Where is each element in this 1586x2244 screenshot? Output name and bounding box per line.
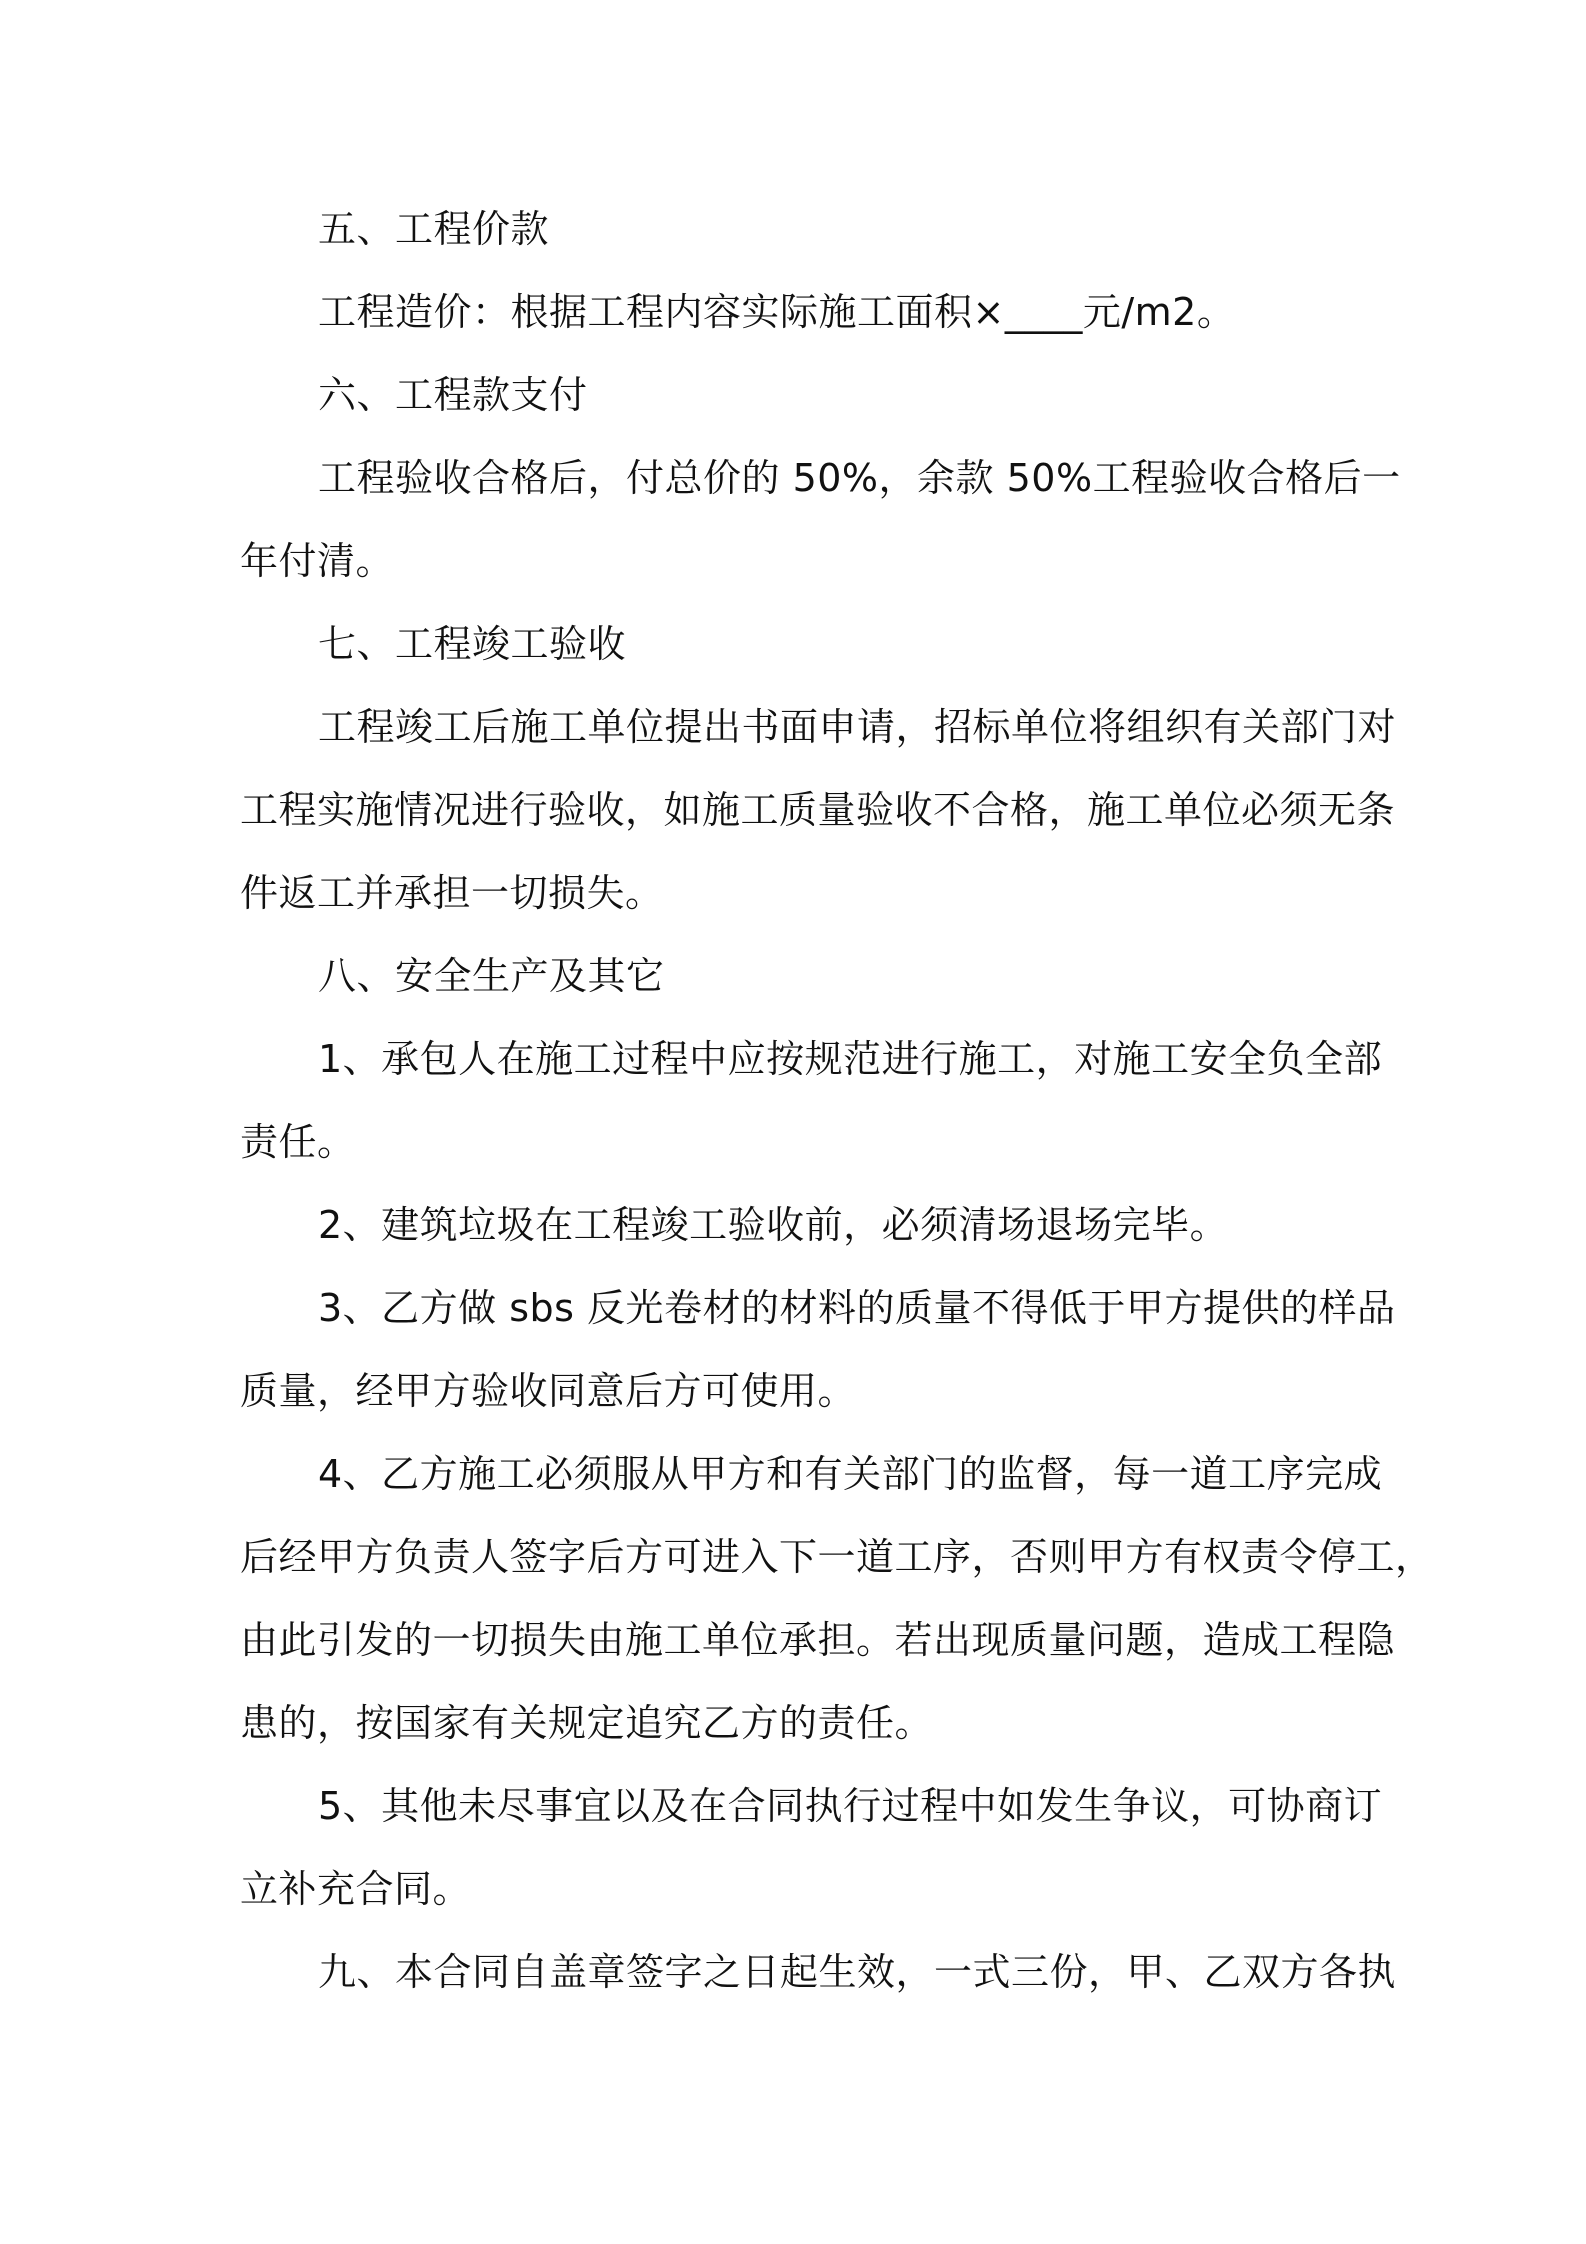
paragraph-line: 后经甲方负责人签字后方可进入下一道工序，否则甲方有权责令停工，: [240, 1535, 1434, 1579]
paragraph-line: 3、乙方做 sbs 反光卷材的材料的质量不得低于甲方提供的样品: [318, 1286, 1396, 1330]
paragraph-line: 工程竣工后施工单位提出书面申请，招标单位将组织有关部门对: [318, 705, 1397, 749]
paragraph-line: 2、建筑垃圾在工程竣工验收前，必须清场退场完毕。: [318, 1203, 1229, 1247]
paragraph-line: 5、其他未尽事宜以及在合同执行过程中如发生争议，可协商订: [318, 1784, 1383, 1828]
paragraph-line: 质量，经甲方验收同意后方可使用。: [240, 1369, 857, 1413]
paragraph-line: 1、承包人在施工过程中应按规范进行施工，对施工安全负全部: [318, 1037, 1383, 1081]
paragraph-line: 工程造价：根据工程内容实际施工面积×____元/m2。: [318, 290, 1236, 334]
paragraph-line: 工程实施情况进行验收，如施工质量验收不合格，施工单位必须无条: [240, 788, 1396, 832]
paragraph-line: 立补充合同。: [240, 1867, 472, 1911]
paragraph-line: 工程验收合格后，付总价的 50%，余款 50%工程验收合格后一: [318, 456, 1401, 500]
section-heading-payment: 六、工程款支付: [318, 373, 588, 417]
paragraph-line: 由此引发的一切损失由施工单位承担。若出现质量问题，造成工程隐: [240, 1618, 1396, 1662]
paragraph-line: 4、乙方施工必须服从甲方和有关部门的监督，每一道工序完成: [318, 1452, 1383, 1496]
paragraph-line: 责任。: [240, 1120, 356, 1164]
section-heading-safety: 八、安全生产及其它: [318, 954, 665, 998]
section-heading-effectiveness: 九、本合同自盖章签字之日起生效，一式三份，甲、乙双方各执: [318, 1950, 1397, 1994]
section-heading-price: 五、工程价款: [318, 207, 550, 251]
paragraph-line: 年付清。: [240, 539, 395, 583]
paragraph-line: 件返工并承担一切损失。: [240, 871, 664, 915]
paragraph-line: 患的，按国家有关规定追究乙方的责任。: [240, 1701, 934, 1745]
section-heading-completion: 七、工程竣工验收: [318, 622, 627, 666]
